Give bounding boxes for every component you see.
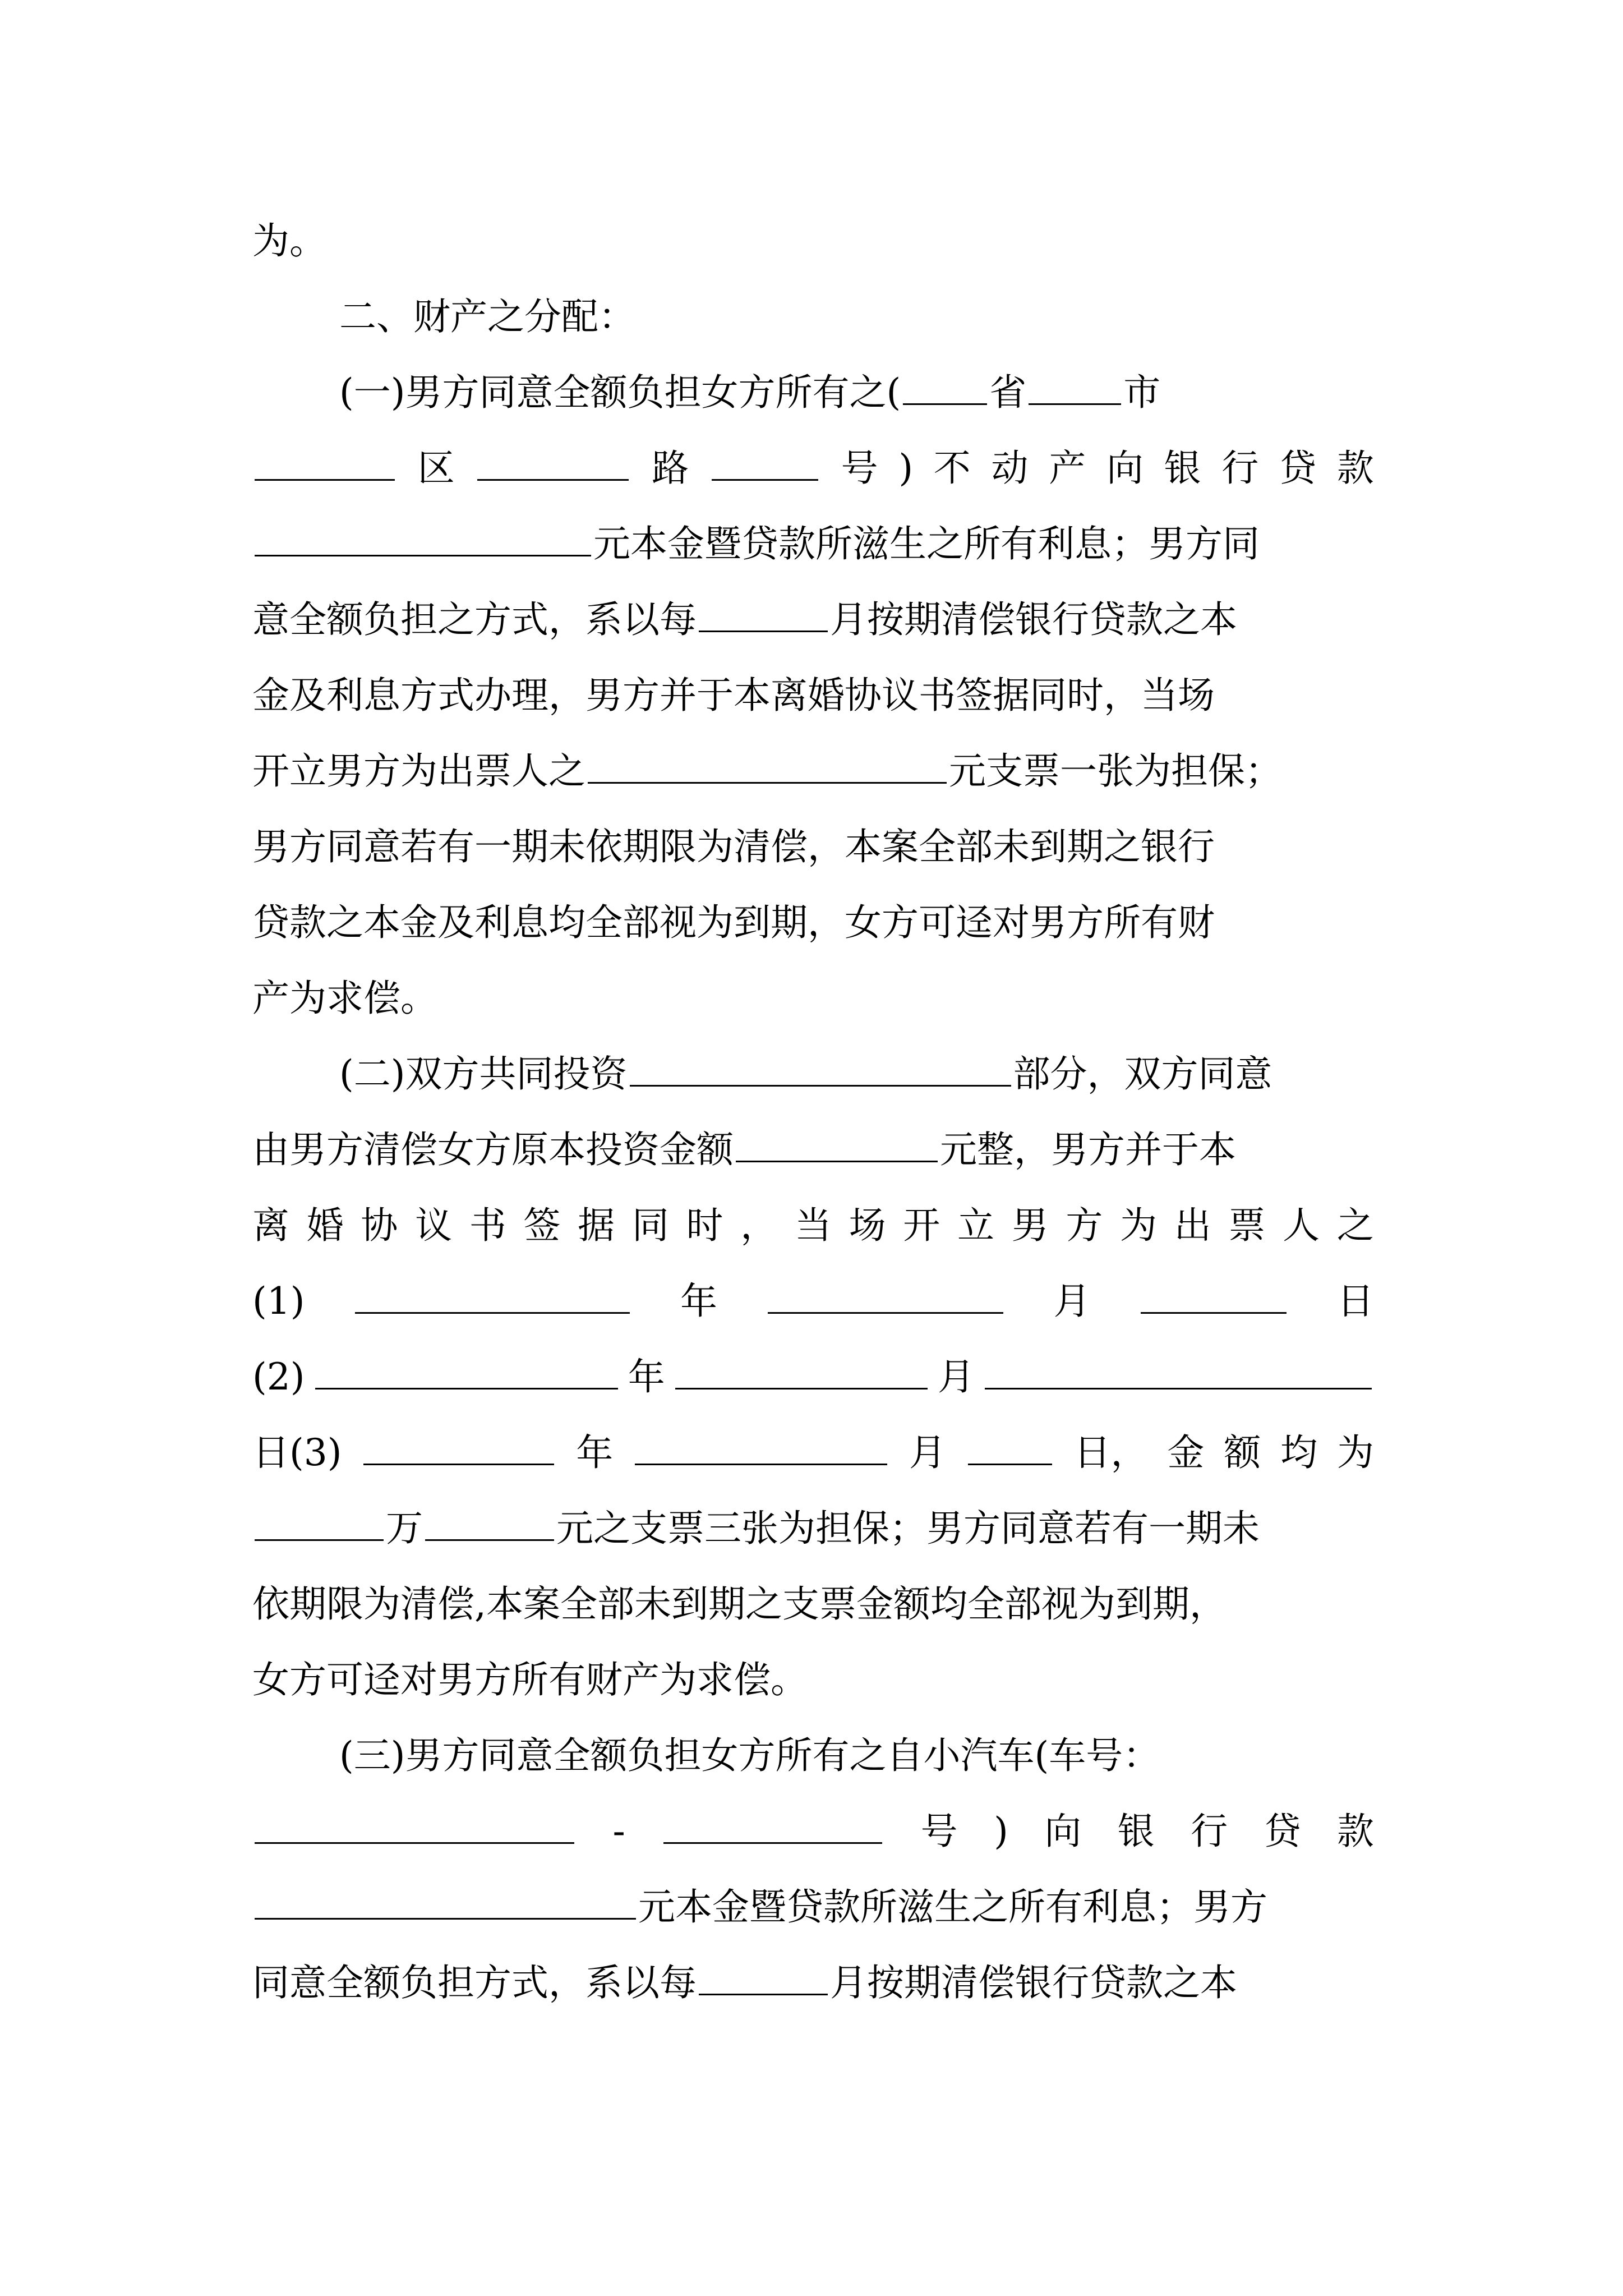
fill-blank [315, 1356, 618, 1389]
text: 时 [686, 1204, 723, 1247]
text: 产 [1049, 447, 1086, 490]
paragraph-2-line [252, 1273, 1374, 1329]
text: 款 [1337, 1810, 1374, 1853]
fill-blank [712, 448, 818, 481]
text: 金及利息方式办理，男方并于本离婚协议书签据同时，当场 [252, 674, 1215, 717]
text: 区 [417, 447, 455, 490]
text: 协 [361, 1204, 398, 1247]
text: 年 [576, 1431, 614, 1474]
text: 向 [1044, 1810, 1082, 1853]
text: 年 [680, 1280, 717, 1323]
paragraph-3-line [339, 1728, 1374, 1784]
text: 日(3) [252, 1431, 342, 1474]
fill-blank [255, 1887, 636, 1920]
paragraph-1-line [252, 895, 1374, 951]
text: 年 [628, 1355, 665, 1398]
text: 款 [1336, 447, 1374, 490]
paragraph-2-line [339, 1046, 1374, 1102]
text: 元本金暨贷款所滋生之所有利息；男方 [638, 1885, 1267, 1929]
text: 行 [1191, 1810, 1228, 1853]
text: 票 [1228, 1204, 1266, 1247]
text: (1) [252, 1280, 305, 1323]
fill-blank [255, 1508, 384, 1541]
fill-blank [699, 1962, 828, 1995]
text: 元本金暨贷款所滋生之所有利息；男方同 [593, 522, 1260, 565]
fill-blank [635, 1432, 887, 1465]
text: (2) [252, 1355, 305, 1398]
paragraph-2-line [252, 1349, 1374, 1405]
fill-blank [736, 1129, 938, 1162]
text: 月 [909, 1431, 946, 1474]
fill-blank [355, 1281, 630, 1314]
fill-blank [425, 1508, 554, 1541]
text: 为 [1336, 1431, 1374, 1474]
text: 据 [578, 1204, 615, 1247]
text-line [252, 213, 1374, 269]
text: 二、财产之分配： [339, 295, 635, 338]
paragraph-1-line [252, 668, 1374, 724]
fill-blank [477, 448, 629, 481]
text: 为。 [252, 219, 326, 263]
text: 额 [1224, 1431, 1261, 1474]
fill-blank [630, 1053, 1011, 1087]
text: 之 [1336, 1204, 1374, 1247]
text: 路 [652, 447, 689, 490]
text: 依期限为清偿,本案全部未到期之支票金额均全部视为到期， [252, 1582, 1227, 1626]
text: 月按期清偿银行贷款之本 [830, 598, 1237, 641]
text: 场 [849, 1204, 886, 1247]
fill-blank [663, 1811, 882, 1844]
section-heading [339, 289, 1461, 345]
text: 开立男方为出票人之 [252, 749, 585, 793]
text: 动 [991, 447, 1029, 490]
text: (一)男方同意全额负担女方所有之( [339, 371, 901, 414]
paragraph-1-line [252, 440, 1374, 496]
text: 日 [1337, 1280, 1374, 1323]
text: 当 [794, 1204, 832, 1247]
fill-blank [255, 448, 395, 481]
text: - [612, 1810, 625, 1853]
paragraph-2-line [252, 1501, 1374, 1557]
paragraph-2-line [252, 1425, 1374, 1481]
text: (二)双方共同投资 [339, 1052, 628, 1096]
text: 行 [1221, 447, 1259, 490]
text: 同意全额负担方式，系以每 [252, 1961, 697, 2004]
text: 银 [1164, 447, 1201, 490]
text: 银 [1117, 1810, 1155, 1853]
fill-blank [903, 372, 987, 405]
text: 出 [1174, 1204, 1211, 1247]
text: 贷款之本金及利息均全部视为到期，女方可迳对男方所有财 [252, 901, 1215, 944]
text: 元支票一张为担保； [949, 749, 1282, 793]
text: 意全额负担之方式，系以每 [252, 598, 697, 641]
fill-blank [255, 1811, 574, 1844]
fill-blank [1029, 372, 1121, 405]
text: ， [740, 1204, 778, 1247]
text: 婚 [306, 1204, 344, 1247]
fill-blank [588, 751, 947, 784]
text: 开 [903, 1204, 940, 1247]
paragraph-1-line [252, 819, 1374, 875]
paragraph-3-line [252, 1955, 1374, 2011]
paragraph-3-line [252, 1879, 1374, 1935]
text: 省 [989, 371, 1027, 414]
fill-blank [675, 1356, 928, 1389]
text: 男方同意若有一期未依期限为清偿，本案全部未到期之银行 [252, 825, 1215, 868]
fill-blank [768, 1281, 1003, 1314]
text: 书 [469, 1204, 506, 1247]
paragraph-2-line [252, 1576, 1374, 1632]
text: 立 [957, 1204, 994, 1247]
text: 万 [386, 1507, 423, 1550]
text: 同 [631, 1204, 669, 1247]
text: 方 [1066, 1204, 1103, 1247]
text: 月 [1053, 1280, 1091, 1323]
text: 向 [1106, 447, 1144, 490]
fill-blank [1141, 1281, 1287, 1314]
paragraph-1-line [339, 365, 1374, 421]
text: 号 [841, 447, 878, 490]
fill-blank [699, 599, 828, 632]
text: 贷 [1279, 447, 1317, 490]
text: ) [994, 1810, 1008, 1853]
text: 月 [937, 1355, 975, 1398]
text: 由男方清偿女方原本投资金额 [252, 1128, 734, 1171]
paragraph-1-line [252, 743, 1374, 799]
text: 号 [920, 1810, 958, 1853]
text: 议 [415, 1204, 453, 1247]
text: 日， [1073, 1431, 1148, 1474]
text: 为 [1120, 1204, 1157, 1247]
text: 产为求偿。 [252, 977, 437, 1020]
text: 男 [1011, 1204, 1049, 1247]
text: 签 [523, 1204, 561, 1247]
paragraph-1-line [252, 592, 1374, 648]
text: 均 [1280, 1431, 1318, 1474]
text: 离 [252, 1204, 289, 1247]
text: 市 [1123, 371, 1161, 414]
paragraph-2-line [252, 1198, 1374, 1254]
text: 人 [1283, 1204, 1320, 1247]
paragraph-2-line [252, 1652, 1374, 1708]
text: 元之支票三张为担保；男方同意若有一期未 [556, 1507, 1260, 1550]
text: 不 [933, 447, 971, 490]
fill-blank [968, 1432, 1052, 1465]
paragraph-1-line [252, 516, 1374, 572]
fill-blank [985, 1356, 1372, 1389]
text: 部分，双方同意 [1013, 1052, 1272, 1096]
text: ) [898, 447, 914, 490]
paragraph-2-line [252, 1122, 1374, 1178]
text: 金 [1167, 1431, 1205, 1474]
paragraph-3-line [252, 1803, 1374, 1860]
text: 女方可迳对男方所有财产为求偿。 [252, 1658, 808, 1701]
fill-blank [255, 523, 591, 556]
paragraph-1-line [252, 970, 1374, 1027]
text: 月按期清偿银行贷款之本 [830, 1961, 1237, 2004]
text: 元整，男方并于本 [940, 1128, 1236, 1171]
text: (三)男方同意全额负担女方所有之自小汽车(车号： [339, 1734, 1160, 1777]
fill-blank [363, 1432, 554, 1465]
text: 贷 [1264, 1810, 1301, 1853]
